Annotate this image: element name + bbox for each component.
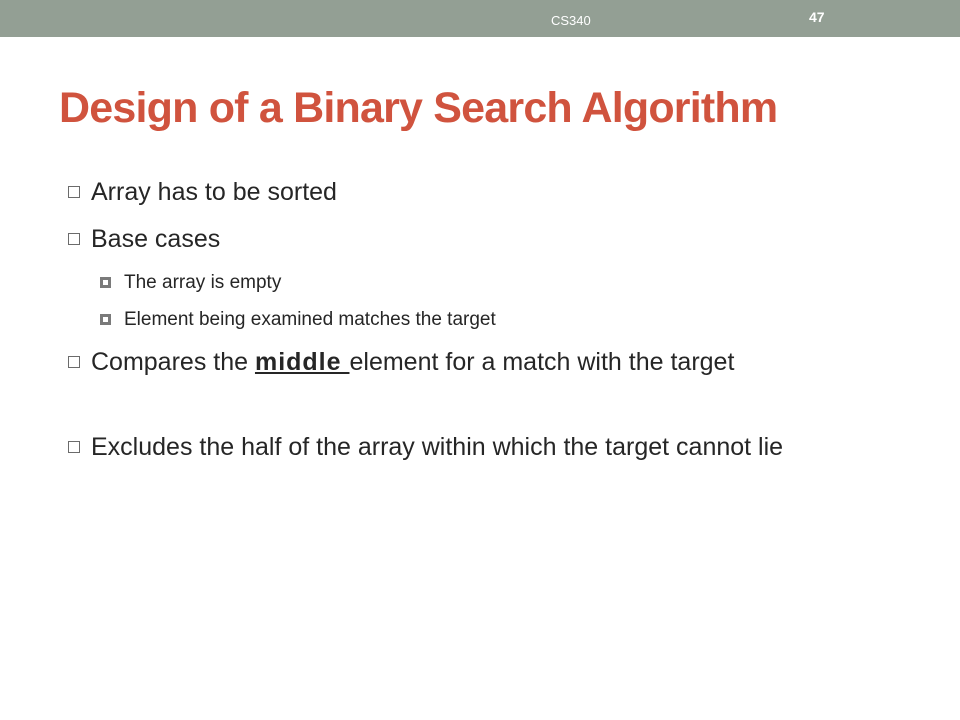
- sub-bullet-item: [100, 271, 800, 295]
- square-bullet-icon: [68, 233, 80, 245]
- bullet-item: [68, 432, 848, 463]
- square-bullet-icon: [68, 441, 80, 453]
- bullet-text-after: element for a match with the target: [349, 348, 735, 376]
- course-label: CS340: [551, 13, 591, 28]
- bullet-text: [68, 347, 848, 378]
- sub-bullet-text: Element being examined matches the target: [124, 309, 496, 330]
- bullet-item: [68, 347, 848, 378]
- bullet-text: Base cases: [91, 225, 221, 253]
- sub-bullet-text: The array is empty: [124, 272, 282, 293]
- bullet-item: [68, 224, 848, 255]
- slide-title: Design of a Binary Search Algorithm: [59, 84, 778, 132]
- sub-bullet-item: [100, 308, 800, 332]
- square-sub-bullet-icon: [100, 277, 111, 288]
- bullet-text: Excludes the half of the array within which the target cannot lie: [91, 433, 784, 461]
- square-bullet-icon: [68, 356, 80, 368]
- square-sub-bullet-icon: [100, 314, 111, 325]
- bullet-item: [68, 177, 848, 208]
- slide-number: 47: [809, 9, 825, 25]
- bullet-text-before: Compares the: [91, 348, 255, 376]
- bullet-text: Array has to be sorted: [91, 178, 337, 206]
- square-bullet-icon: [68, 186, 80, 198]
- emphasized-word: middle: [254, 348, 350, 376]
- header-bar: [0, 0, 960, 37]
